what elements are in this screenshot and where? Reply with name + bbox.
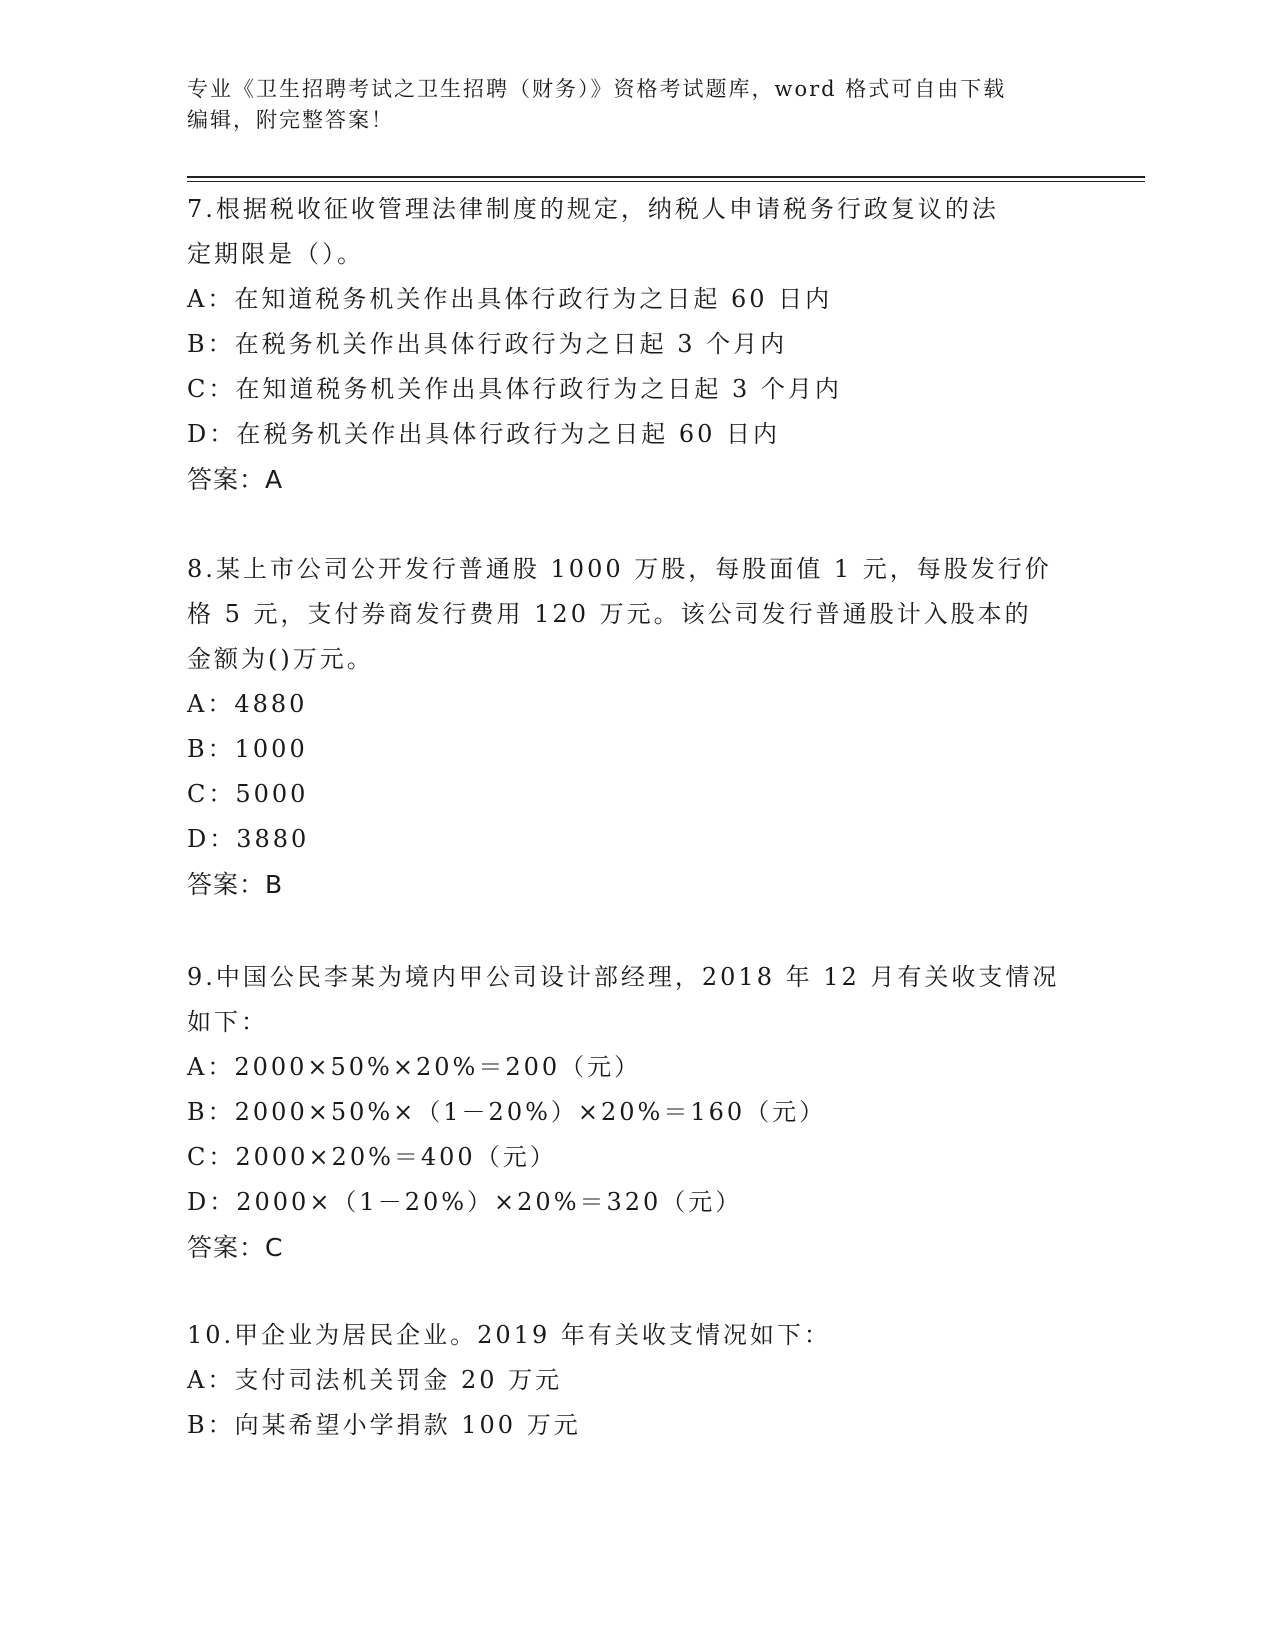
question-stem-line: 定期限是（）。 <box>187 240 364 268</box>
option-a: A：4880 <box>187 690 308 718</box>
option-c: C：在知道税务机关作出具体行政行为之日起 3 个月内 <box>187 375 842 403</box>
question-stem-line: 如下： <box>187 1008 268 1036</box>
option-c: C：2000×20%＝400（元） <box>187 1143 557 1171</box>
question-stem-line: 9.中国公民李某为境内甲公司设计部经理，2018 年 12 月有关收支情况 <box>187 963 1060 991</box>
option-c: C：5000 <box>187 780 309 808</box>
option-a: A：2000×50%×20%＝200（元） <box>187 1053 642 1081</box>
question-stem-line: 10.甲企业为居民企业。2019 年有关收支情况如下： <box>187 1321 831 1349</box>
option-b: B：1000 <box>187 735 308 763</box>
answer: 答案：B <box>187 870 284 899</box>
question-7 <box>187 187 1067 502</box>
header-divider-thin <box>187 181 1145 182</box>
header-divider-thick <box>187 176 1145 178</box>
document-header <box>187 74 1087 136</box>
option-d: D：在税务机关作出具体行政行为之日起 60 日内 <box>187 420 781 448</box>
answer: 答案：A <box>187 465 284 494</box>
question-stem-line: 金额为()万元。 <box>187 645 374 673</box>
question-10 <box>187 1313 1067 1448</box>
option-a: A：在知道税务机关作出具体行政行为之日起 60 日内 <box>187 285 833 313</box>
option-b: B：在税务机关作出具体行政行为之日起 3 个月内 <box>187 330 788 358</box>
header-line-1: 专业《卫生招聘考试之卫生招聘（财务）》资格考试题库，word 格式可自由下载 <box>187 77 1007 101</box>
option-b: B：2000×50%×（1－20%）×20%＝160（元） <box>187 1098 827 1126</box>
answer: 答案：C <box>187 1233 284 1262</box>
option-a: A：支付司法机关罚金 20 万元 <box>187 1366 563 1394</box>
question-9 <box>187 955 1067 1270</box>
header-line-2: 编辑，附完整答案！ <box>187 108 394 132</box>
question-stem-line: 7.根据税收征收管理法律制度的规定，纳税人申请税务行政复议的法 <box>187 195 999 223</box>
option-d: D：3880 <box>187 825 310 853</box>
question-stem-line: 格 5 元，支付券商发行费用 120 万元。该公司发行普通股计入股本的 <box>187 600 1032 628</box>
option-b: B：向某希望小学捐款 100 万元 <box>187 1411 581 1439</box>
question-stem-line: 8.某上市公司公开发行普通股 1000 万股，每股面值 1 元，每股发行价 <box>187 555 1052 583</box>
option-d: D：2000×（1－20%）×20%＝320（元） <box>187 1188 743 1216</box>
question-8 <box>187 547 1067 907</box>
